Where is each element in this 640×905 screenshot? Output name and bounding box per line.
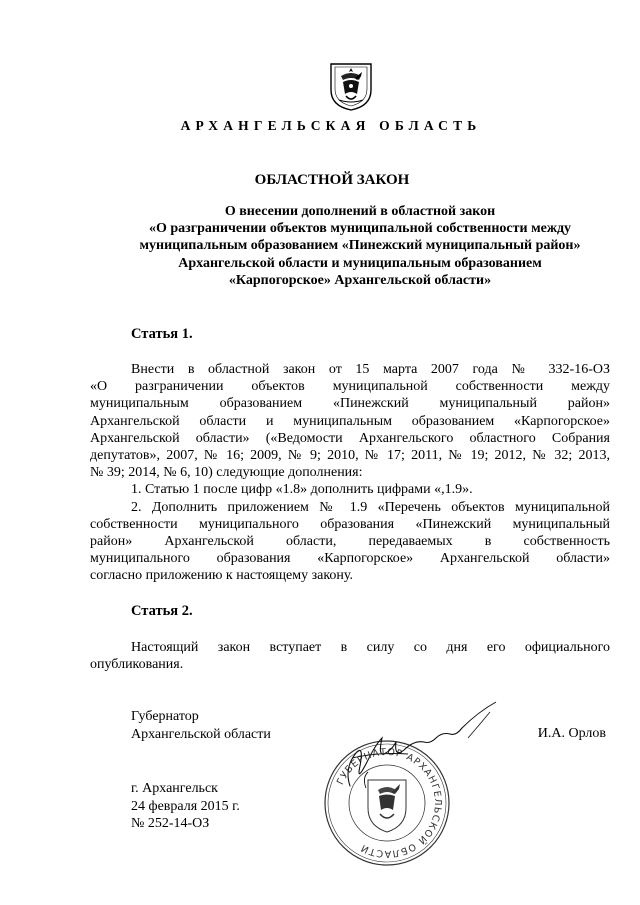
text-line: опубликования. bbox=[90, 657, 184, 673]
date: 24 февраля 2015 г. bbox=[131, 798, 240, 814]
law-title-line: Архангельской области и муниципальным образованием bbox=[178, 255, 542, 271]
text-line: депутатов», 2007, № 16; 2009, № 9; 2010, № 17; 2011, № 19; 2012, № 32; 2013, bbox=[90, 447, 610, 463]
law-title-line: «Карпогорское» Архангельской области» bbox=[228, 272, 492, 288]
text-line: 1. Статью 1 после цифр «1.8» дополнить цифрами «,1.9». bbox=[131, 482, 473, 498]
law-title-line: «О разграничении объектов муниципальной собственности между bbox=[148, 221, 572, 237]
law-title bbox=[100, 203, 620, 289]
text-line: № 39; 2014, № 6, 10) следующие дополнения: bbox=[90, 465, 363, 481]
text-line: муниципальным образованием «Пинежский муниципальный район» bbox=[90, 396, 610, 412]
law-details bbox=[131, 780, 240, 833]
region-name: АРХАНГЕЛЬСКАЯ ОБЛАСТЬ bbox=[180, 118, 482, 133]
text-line: Настоящий закон вступает в силу со дня его официального bbox=[131, 640, 610, 655]
law-number: № 252-14-ОЗ bbox=[131, 816, 210, 832]
article-2-text bbox=[90, 639, 610, 673]
law-title-line: муниципальным образованием «Пинежский муниципальный район» bbox=[139, 238, 581, 254]
text-line: «О разграничении объектов муниципальной собственности между bbox=[90, 379, 610, 395]
handwritten-signature bbox=[338, 698, 508, 793]
position-line: Губернатор bbox=[131, 709, 199, 724]
text-line: согласно приложению к настоящему закону. bbox=[90, 568, 354, 584]
place: г. Архангельск bbox=[131, 781, 218, 796]
law-type-heading: ОБЛАСТНОЙ ЗАКОН bbox=[254, 172, 410, 188]
coat-of-arms-icon bbox=[329, 60, 373, 112]
article-1-heading: Статья 1. bbox=[131, 326, 193, 342]
text-line: Внести в областной закон от 15 марта 2007 года № 332-16-ОЗ bbox=[131, 362, 610, 377]
signatory-name: И.А. Орлов bbox=[537, 726, 606, 741]
article-2-heading: Статья 2. bbox=[131, 603, 193, 619]
text-line: муниципального образования «Карпогорское» Архангельской области» bbox=[90, 551, 610, 567]
text-line: Архангельской области и муниципальным образованием «Карпогорское» bbox=[90, 413, 610, 429]
text-line: 2. Дополнить приложением № 1.9 «Перечень объектов муниципальной bbox=[131, 499, 610, 515]
text-line: Архангельской области» («Ведомости Архангельского областного Собрания bbox=[90, 430, 610, 446]
text-line: собственности муниципального образования «Пинежский муниципальный bbox=[90, 516, 610, 532]
signatory-position bbox=[131, 708, 271, 744]
position-line: Архангельской области bbox=[131, 727, 271, 742]
seal-text: ГУБЕРНАТОР АРХАНГЕЛЬСКОЙ ОБЛАСТИ bbox=[335, 746, 444, 860]
article-1-text bbox=[90, 361, 610, 584]
law-title-line: О внесении дополнений в областной закон bbox=[224, 204, 496, 219]
text-line: район» Архангельской области, передаваемых в собственность bbox=[90, 533, 610, 549]
